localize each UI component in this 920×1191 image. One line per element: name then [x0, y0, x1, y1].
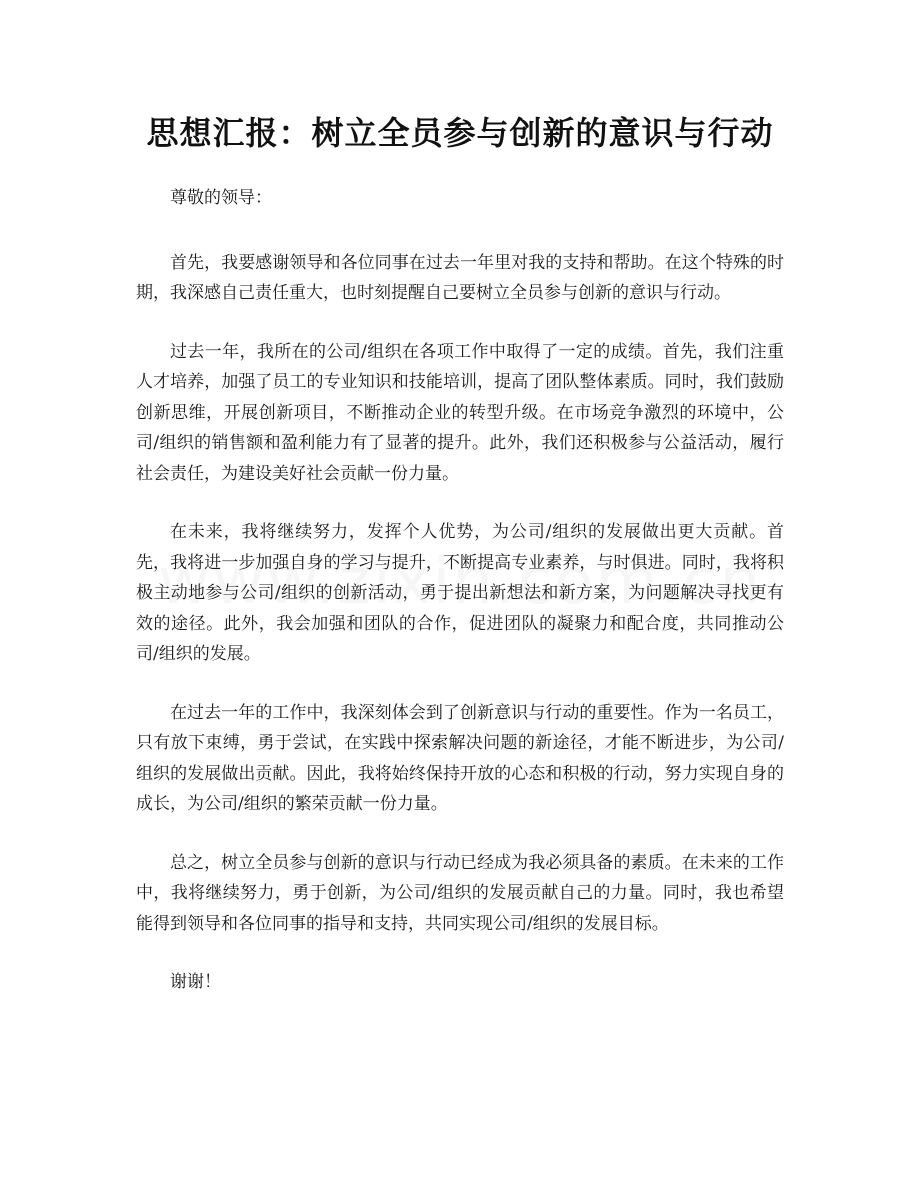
closing-thanks: 谢谢！ [170, 972, 221, 992]
paragraph-future: 在未来，我将继续努力，发挥个人优势，为公司/组织的发展做出更大贡献。首先，我将进一步加强自身的学习与提升，不断提高专业素养，与时俱进。同时，我将积极主动地参与公司/组织的创新活动，勇于提出新想法和新方案，为问题解决寻找更有效的途径。此外，我会加强和团队的合作，促进团队的凝聚力和配合度，共同推动公司/组织的发展。 [136, 522, 784, 664]
salutation: 尊敬的领导： [170, 188, 272, 208]
document-body [136, 183, 784, 1026]
paragraph-past-year: 过去一年，我所在的公司/组织在各项工作中取得了一定的成绩。首先，我们注重人才培养，加强了员工的专业知识和技能培训，提高了团队整体素质。同时，我们鼓励创新思维，开展创新项目，不断推动企业的转型升级。在市场竞争激烈的环境中，公司/组织的销售额和盈利能力有了显著的提升。此外，我们还积极参与公益活动，履行社会责任，为建设美好社会贡献一份力量。 [136, 341, 784, 484]
document-title: 思想汇报：树立全员参与创新的意识与行动 [146, 114, 774, 152]
paragraph-reflection: 在过去一年的工作中，我深刻体会到了创新意识与行动的重要性。作为一名员工，只有放下束缚，勇于尝试，在实践中探索解决问题的新途径，才能不断进步，为公司/组织的发展做出贡献。因此，我将始终保持开放的心态和积极的行动，努力实现自身的成长，为公司/组织的繁荣贡献一份力量。 [136, 702, 784, 814]
paragraph-gratitude: 首先，我要感谢领导和各位同事在过去一年里对我的支持和帮助。在这个特殊的时期，我深感自己责任重大，也时刻提醒自己要树立全员参与创新的意识与行动。 [136, 252, 784, 303]
paragraph-summary: 总之，树立全员参与创新的意识与行动已经成为我必须具备的素质。在未来的工作中，我将继续努力，勇于创新，为公司/组织的发展贡献自己的力量。同时，我也希望能得到领导和各位同事的指导和支持，共同实现公司/组织的发展目标。 [136, 852, 784, 934]
